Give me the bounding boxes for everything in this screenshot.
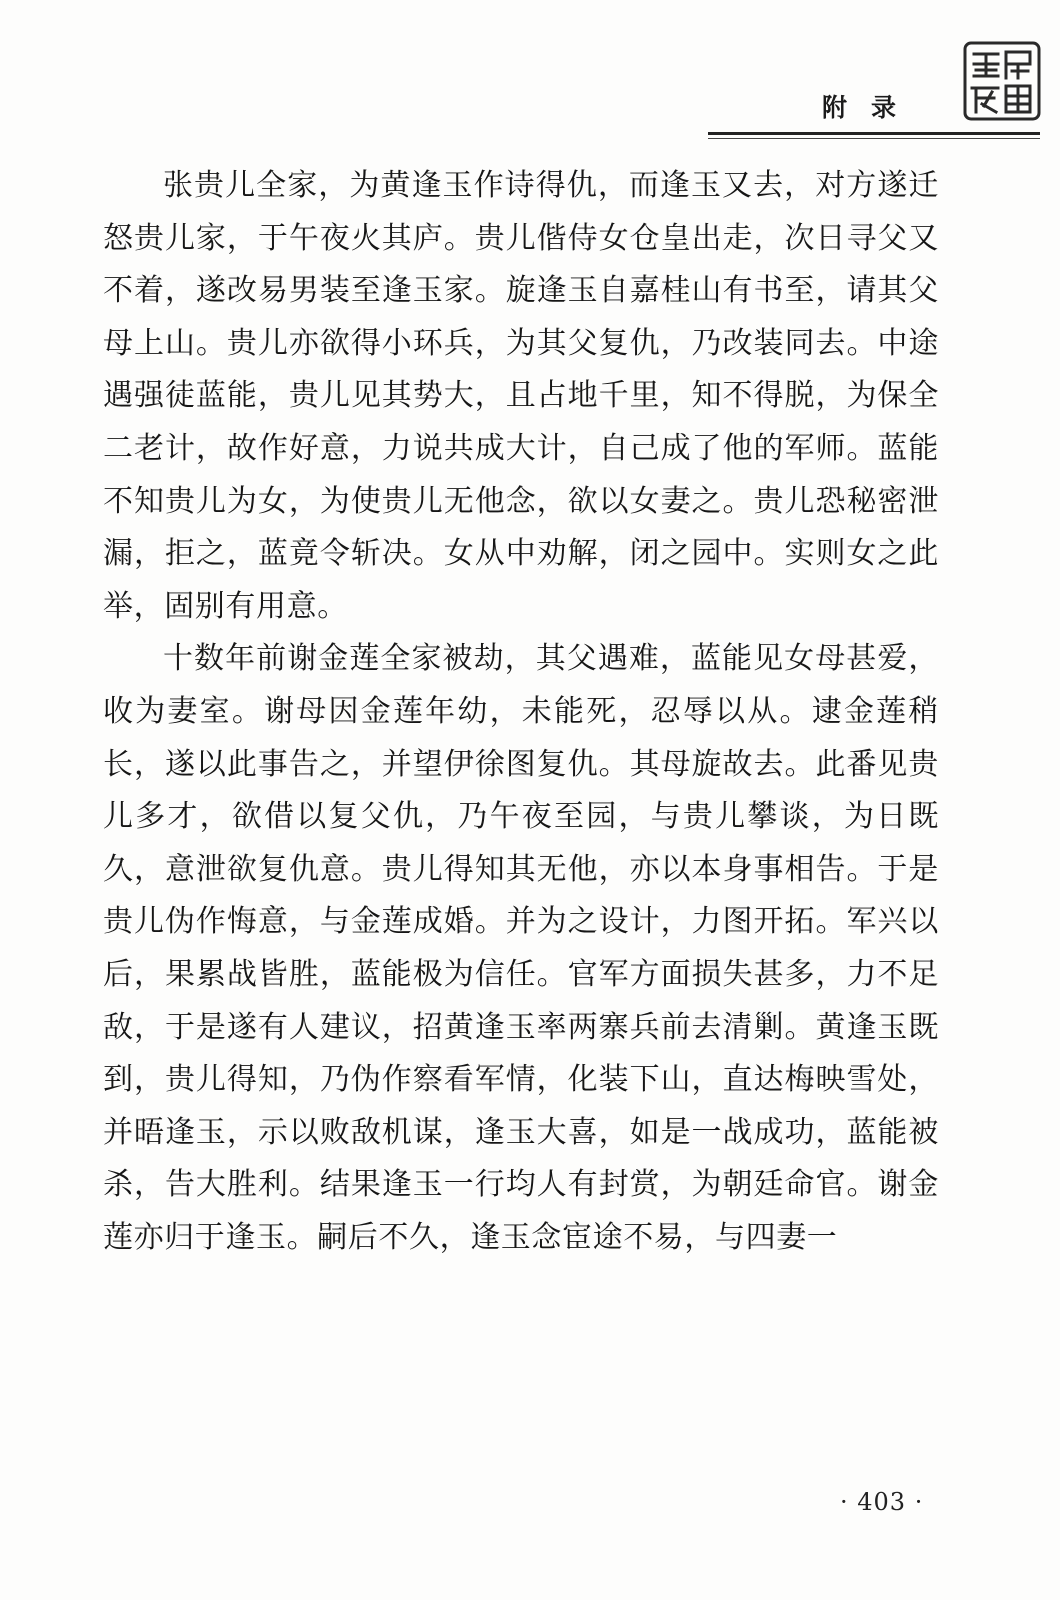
header-rule-thin bbox=[708, 138, 1040, 139]
page-number: · 403 · bbox=[840, 1488, 924, 1516]
running-header-title: 附录 bbox=[822, 93, 921, 122]
seal-stamp-icon bbox=[962, 40, 1042, 122]
paragraph-1: 张贵儿全家，为黄逢玉作诗得仇，而逢玉又去，对方遂迁怒贵儿家，于午夜火其庐。贵儿偕侍女仓皇出走，次日寻父又不着，遂改易男装至逢玉家。旋逢玉自嘉桂山有书至，请其父母上山。贵儿亦欲得小环兵，为其父复仇，乃改装同去。中途遇强徒蓝能，贵儿见其势大，且占地千里，知不得脱，为保全二老计，故作好意，力说共成大计，自己成了他的军师。蓝能不知贵儿为女，为使贵儿无他念，欲以女妻之。贵儿恐秘密泄漏，拒之，蓝竟令斩决。女从中劝解，闭之园中。实则女之此举，固别有用意。 bbox=[103, 168, 939, 624]
body-text bbox=[103, 160, 939, 1264]
paragraph-2: 十数年前谢金莲全家被劫，其父遇难，蓝能见女母甚爱，收为妻室。谢母因金莲年幼，未能死，忍辱以从。逮金莲稍长，遂以此事告之，并望伊徐图复仇。其母旋故去。此番见贵儿多才，欲借以复父仇，乃午夜至园，与贵儿攀谈，为日既久，意泄欲复仇意。贵儿得知其无他，亦以本身事相告。于是贵儿伪作悔意，与金莲成婚。并为之设计，力图开拓。军兴以后，果累战皆胜，蓝能极为信任。官军方面损失甚多，力不足敌，于是遂有人建议，招黄逢玉率两寨兵前去清剿。黄逢玉既到，贵儿得知，乃伪作察看军情，化装下山，直达梅映雪处，并晤逢玉，示以败敌机谋，逢玉大喜，如是一战成功，蓝能被杀，告大胜利。结果逢玉一行均人有封赏，为朝廷命官。谢金莲亦归于逢玉。嗣后不久，逢玉念宦途不易，与四妻一 bbox=[103, 641, 939, 1255]
header-rule bbox=[708, 132, 1040, 135]
